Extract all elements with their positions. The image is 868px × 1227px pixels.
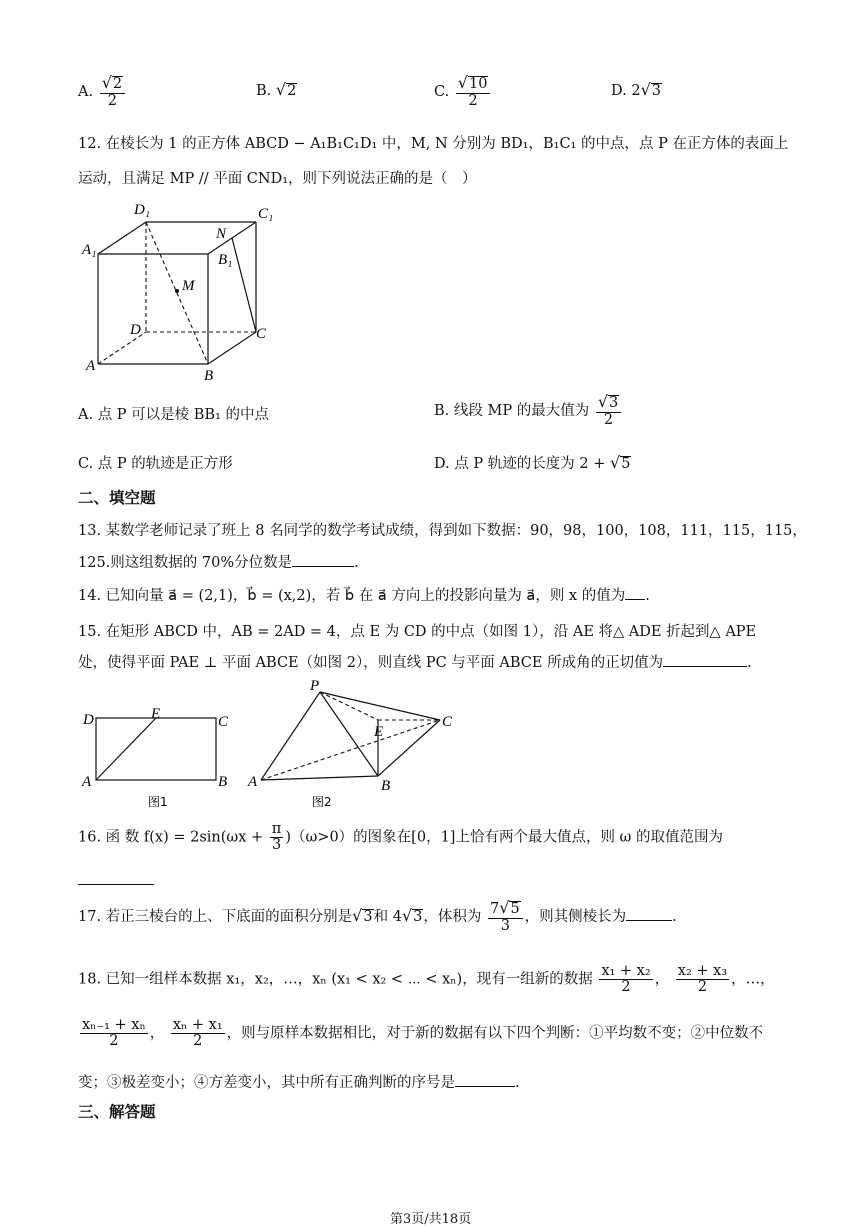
q11-option-d: D. 2 √ 3 <box>611 80 661 99</box>
label-C1: C₁ <box>258 206 274 222</box>
section-heading-fill-in: 二、填空题 <box>78 488 156 507</box>
q12-option-b: B. 线段 MP 的最大值为 √ 3 2 <box>434 394 623 428</box>
q12-line2: 运动，且满足 MP // 平面 CND₁，则下列说法正确的是（ ） <box>78 171 477 187</box>
fig1-label-B: B <box>218 774 228 790</box>
fig1-caption: 图1 <box>148 795 168 809</box>
fig2-label-B: B <box>381 778 391 794</box>
q11-option-a: A. √ 2 2 <box>78 75 127 109</box>
q17-text: 17. 若正三棱台的上、下底面的面积分别是 √ 3 和 4 √ 3 ，体积为 7 √ 5 3 ，则其侧棱长为 . <box>78 898 677 934</box>
q15-figures <box>78 680 478 812</box>
label-D1: D₁ <box>134 202 151 218</box>
label-B: B <box>204 368 214 383</box>
fig1-label-E: E <box>151 706 161 722</box>
label-A: A <box>86 358 96 374</box>
q16-answer-blank <box>78 872 154 889</box>
label-D: D <box>130 322 141 338</box>
label-N: N <box>216 226 227 242</box>
label-A1: A₁ <box>82 242 97 258</box>
q15-line1: 15. 在矩形 ABCD 中，AB = 2AD = 4，点 E 为 CD 的中点（如图 1），沿 AE 将△ ADE 折起到△ APE <box>78 624 757 640</box>
q18-line1: 18. 已知一组样本数据 x₁，x₂，…，xₙ (x₁ < x₂ < ⋯ < xₙ)，现有一组新的数据 $\frac{\text{x₁ + x₂}}{2}$ ， $\frac{\text{x₂ + x₃}}{2}$ ，…， <box>78 963 775 996</box>
label-M: M <box>182 278 195 294</box>
fig2-label-C: C <box>442 714 453 730</box>
q14-text: 14. 已知向量 a⃗ = (2,1)，b⃗ = (x,2)，若 b⃗ 在 a⃗ 方向上的投影向量为 a⃗，则 x 的值为 . <box>78 588 650 604</box>
fig2-label-P: P <box>310 680 320 694</box>
q12-cube-figure <box>78 198 278 383</box>
label-C: C <box>256 326 267 342</box>
q18-line3: 变；③极差变小；④方差变小，其中所有正确判断的序号是 . <box>78 1075 520 1091</box>
q12-line1: 12. 在棱长为 1 的正方体 ABCD − A₁B₁C₁D₁ 中，M, N 分别为 BD₁，B₁C₁ 的中点，点 P 在正方体的表面上 <box>78 136 789 152</box>
fig2-label-E: E <box>374 724 384 740</box>
q16-text: 16. 函 数 f(x) = 2sin(ωx + $\frac{\pi}{3}$ )（ω>0）的图象在[0，1]上恰有两个最大值点，则 ω 的取值范围为 <box>78 821 723 854</box>
q18-line2: $\frac{\text{xₙ₋₁ + xₙ}}{2}$ ， $\frac{\text{xₙ + x₁}}{2}$ ，则与原样本数据相比，对于新的数据有以下四个判断：①平均数不变；②中位数不 <box>82 1017 764 1050</box>
q12-option-a: A. 点 P 可以是棱 BB₁ 的中点 <box>78 407 270 423</box>
section-heading-solve: 三、解答题 <box>78 1102 156 1121</box>
q13-line1: 13. 某数学老师记录了班上 8 名同学的数学考试成绩，得到如下数据：90，98，100，108，111，115，115， <box>78 523 807 539</box>
q15-line2: 处，使得平面 PAE ⊥ 平面 ABCE（如图 2），则直线 PC 与平面 ABCE 所成角的正切值为 . <box>78 655 752 671</box>
fig1-rectangle <box>96 718 216 780</box>
fig2-pyramid <box>261 692 440 780</box>
q12-option-c: C. 点 P 的轨迹是正方形 <box>78 456 233 472</box>
q12-option-d: D. 点 P 轨迹的长度为 2 + √ 5 <box>434 453 631 472</box>
q13-line2: 125.则这组数据的 70%分位数是 . <box>78 555 359 571</box>
fig1-label-C: C <box>218 714 229 730</box>
fig2-caption: 图2 <box>312 795 332 809</box>
page-footer: 第3页/共18页 <box>390 1212 472 1227</box>
q11-option-c: C. √ 10 2 <box>434 75 492 109</box>
fig1-label-D: D <box>83 712 94 728</box>
q11-option-b: B. √ 2 <box>256 80 297 99</box>
fig1-label-A: A <box>82 774 92 790</box>
fig2-label-A: A <box>248 774 258 790</box>
label-B1: B₁ <box>218 252 233 268</box>
